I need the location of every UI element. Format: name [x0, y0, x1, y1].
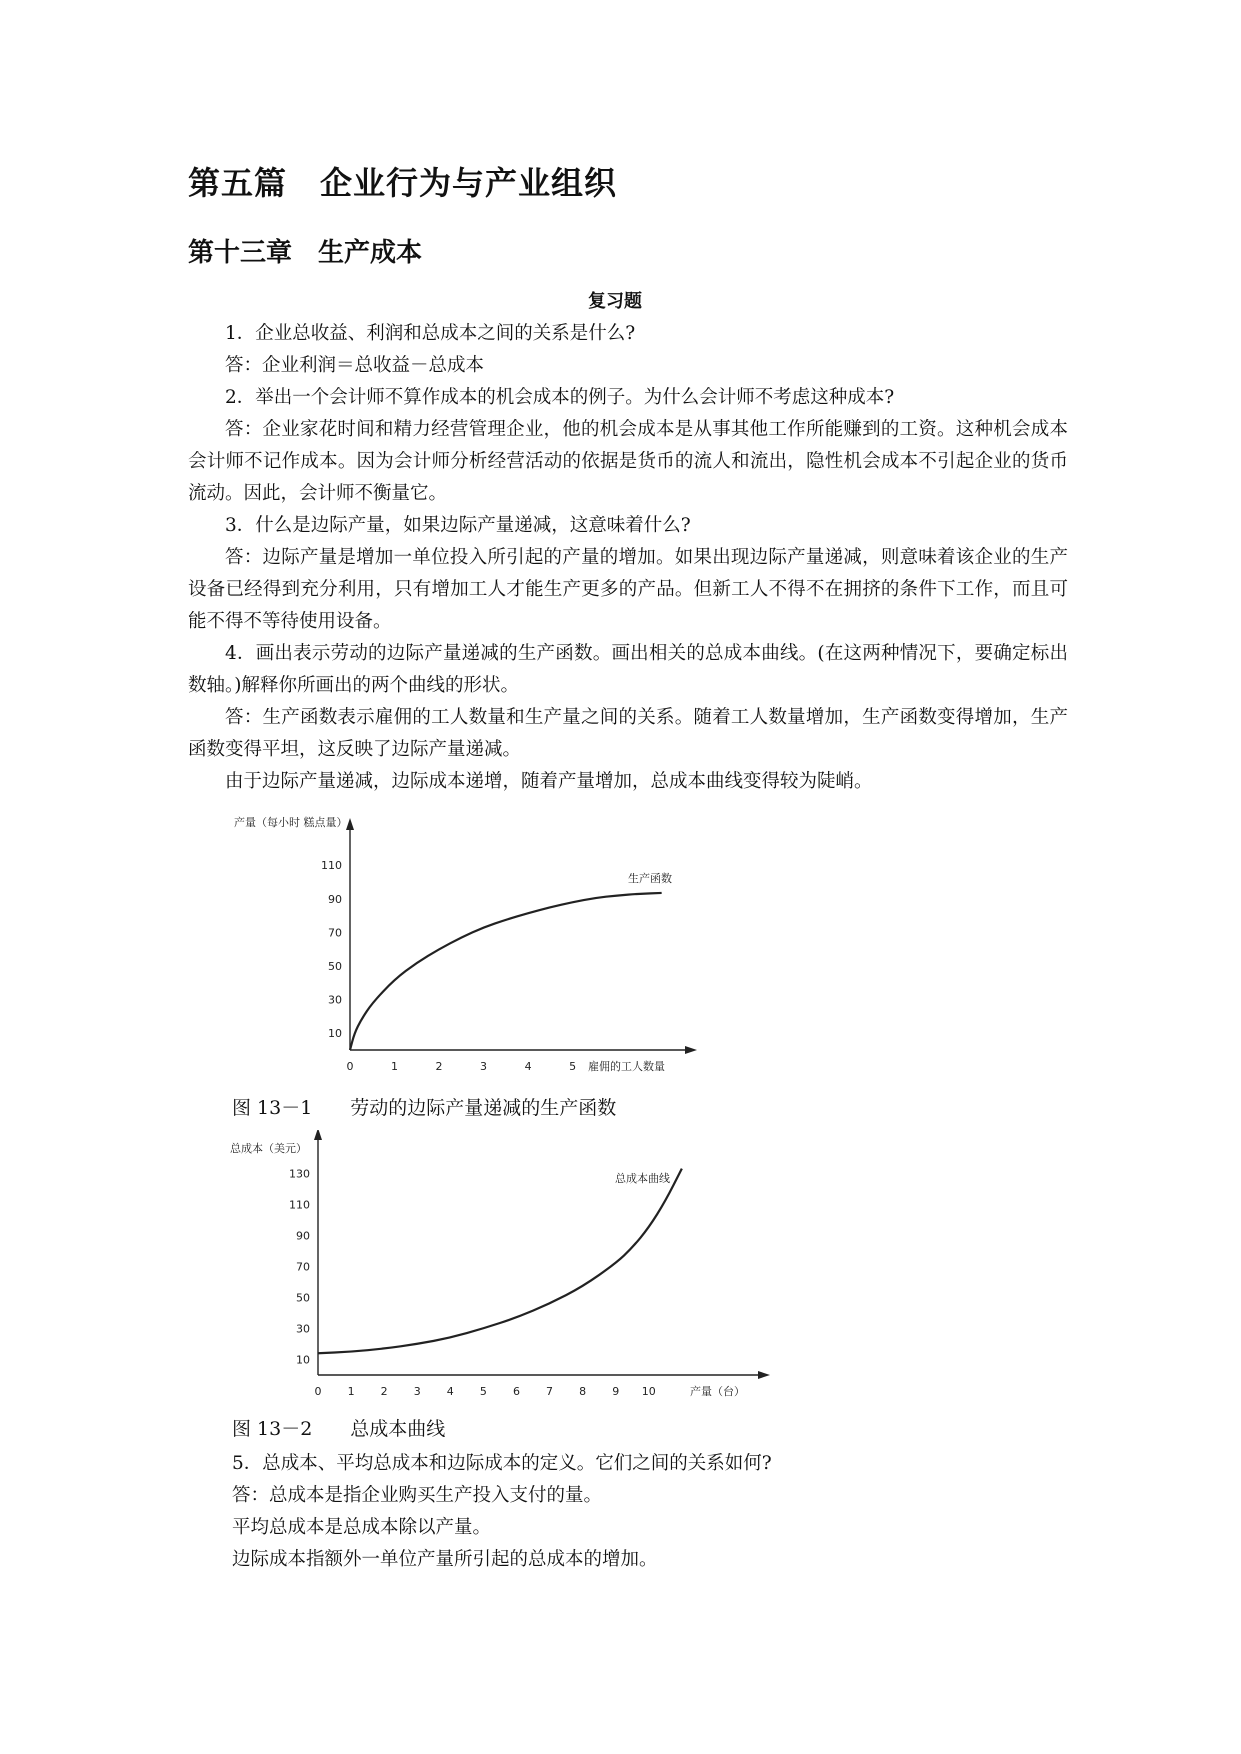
- x-tick-label: 5: [479, 1385, 487, 1398]
- x-tick-label: 1: [347, 1385, 355, 1398]
- chapter-title: 第十三章 生产成本: [188, 238, 423, 268]
- x-tick-label: 10: [641, 1385, 656, 1398]
- y-tick-label: 50: [328, 960, 342, 973]
- x-tick-label: 4: [446, 1385, 454, 1398]
- series-line: [350, 893, 662, 1050]
- paragraph-a5: 答：总成本是指企业购买生产投入支付的量。: [232, 1485, 603, 1506]
- series-label: 总成本曲线: [615, 1172, 670, 1185]
- x-tick-label: 5: [569, 1060, 577, 1073]
- y-tick-label: 90: [296, 1229, 310, 1243]
- figure-caption-13-1: 图 13－1 劳动的边际产量递减的生产函数: [232, 1097, 617, 1119]
- x-tick-label: 6: [512, 1385, 520, 1398]
- y-axis-arrow: [314, 1130, 322, 1140]
- y-tick-label: 30: [328, 993, 342, 1007]
- x-tick-label: 0: [346, 1060, 354, 1073]
- tail-text: [232, 1448, 772, 1576]
- y-tick-label: 110: [321, 859, 342, 873]
- y-tick-label: 50: [296, 1291, 310, 1305]
- x-tick-label: 3: [480, 1060, 488, 1073]
- series-line: [318, 1169, 682, 1354]
- y-tick-label: 10: [328, 1027, 342, 1041]
- x-tick-label: 2: [380, 1385, 388, 1398]
- part-title: 第五篇 企业行为与产业组织: [188, 164, 618, 202]
- paragraph-q1: 1．企业总收益、利润和总成本之间的关系是什么?: [225, 323, 636, 344]
- x-tick-label: 1: [391, 1060, 399, 1073]
- paragraph-a4-cont: 由于边际产量递减，边际成本递增，随着产量增加，总成本曲线变得较为陡峭。: [225, 771, 873, 792]
- y-tick-label: 70: [296, 1260, 310, 1274]
- x-tick-label: 9: [612, 1385, 620, 1398]
- paragraph-a3: 答：边际产量是增加一单位投入所引起的产量的增加。如果出现边际产量递减，则意味着该企业的生产设备已经得到充分利用，只有增加工人才能生产更多的产品。但新工人不得不在拥挤的条件下工作，而且可能不得不等待使用设备。: [188, 547, 1068, 632]
- y-axis-label: 产量（每小时 糕点量）: [234, 816, 348, 829]
- x-tick-label: 2: [435, 1060, 443, 1073]
- x-axis-arrow: [685, 1046, 697, 1054]
- y-tick-label: 130: [289, 1167, 310, 1181]
- total-cost-chart: [0, 1130, 780, 1410]
- paragraph-q2: 2．举出一个会计师不算作成本的机会成本的例子。为什么会计师不考虑这种成本?: [225, 387, 895, 408]
- y-tick-label: 10: [296, 1353, 310, 1367]
- x-tick-label: 3: [413, 1385, 421, 1398]
- x-axis-arrow: [758, 1371, 770, 1379]
- x-tick-label: 0: [314, 1385, 322, 1398]
- x-tick-label: 8: [579, 1385, 587, 1398]
- figure-caption-13-2: 图 13－2 总成本曲线: [232, 1418, 446, 1440]
- y-axis-label: 总成本（美元）: [230, 1142, 307, 1155]
- paragraph-a4: 答：生产函数表示雇佣的工人数量和生产量之间的关系。随着工人数量增加，生产函数变得增加，生产函数变得平坦，这反映了边际产量递减。: [188, 707, 1068, 760]
- x-axis-label: 产量（台）: [690, 1385, 745, 1398]
- y-tick-label: 90: [328, 892, 342, 906]
- production-function-chart: [0, 810, 700, 1082]
- figure-production-function: [0, 810, 700, 1086]
- paragraph-q5: 5．总成本、平均总成本和边际成本的定义。它们之间的关系如何?: [232, 1453, 772, 1474]
- paragraph-a5-avg: 平均总成本是总成本除以产量。: [232, 1517, 492, 1538]
- paragraph-q3: 3．什么是边际产量，如果边际产量递减，这意味着什么?: [225, 515, 691, 536]
- series-label: 生产函数: [628, 872, 672, 885]
- section-heading: 复习题: [588, 291, 642, 312]
- paragraph-q4: 4．画出表示劳动的边际产量递减的生产函数。画出相关的总成本曲线。(在这两种情况下，要确定标出数轴。)解释你所画出的两个曲线的形状。: [188, 643, 1068, 696]
- x-axis-label: 雇佣的工人数量: [588, 1060, 665, 1073]
- paragraph-a1: 答：企业利润＝总收益－总成本: [225, 355, 485, 376]
- x-tick-label: 7: [546, 1385, 554, 1398]
- body-text: [188, 318, 1068, 798]
- y-tick-label: 30: [296, 1322, 310, 1336]
- y-tick-label: 110: [289, 1198, 310, 1212]
- paragraph-a2: 答：企业家花时间和精力经营管理企业，他的机会成本是从事其他工作所能赚到的工资。这种机会成本会计师不记作成本。因为会计师分析经营活动的依据是货币的流人和流出，隐性机会成本不引起企业的货币流动。因此，会计师不衡量它。: [188, 419, 1068, 504]
- figure-total-cost: [0, 1130, 780, 1414]
- y-tick-label: 70: [328, 926, 342, 940]
- x-tick-label: 4: [524, 1060, 532, 1073]
- paragraph-a5-marginal: 边际成本指额外一单位产量所引起的总成本的增加。: [232, 1549, 658, 1570]
